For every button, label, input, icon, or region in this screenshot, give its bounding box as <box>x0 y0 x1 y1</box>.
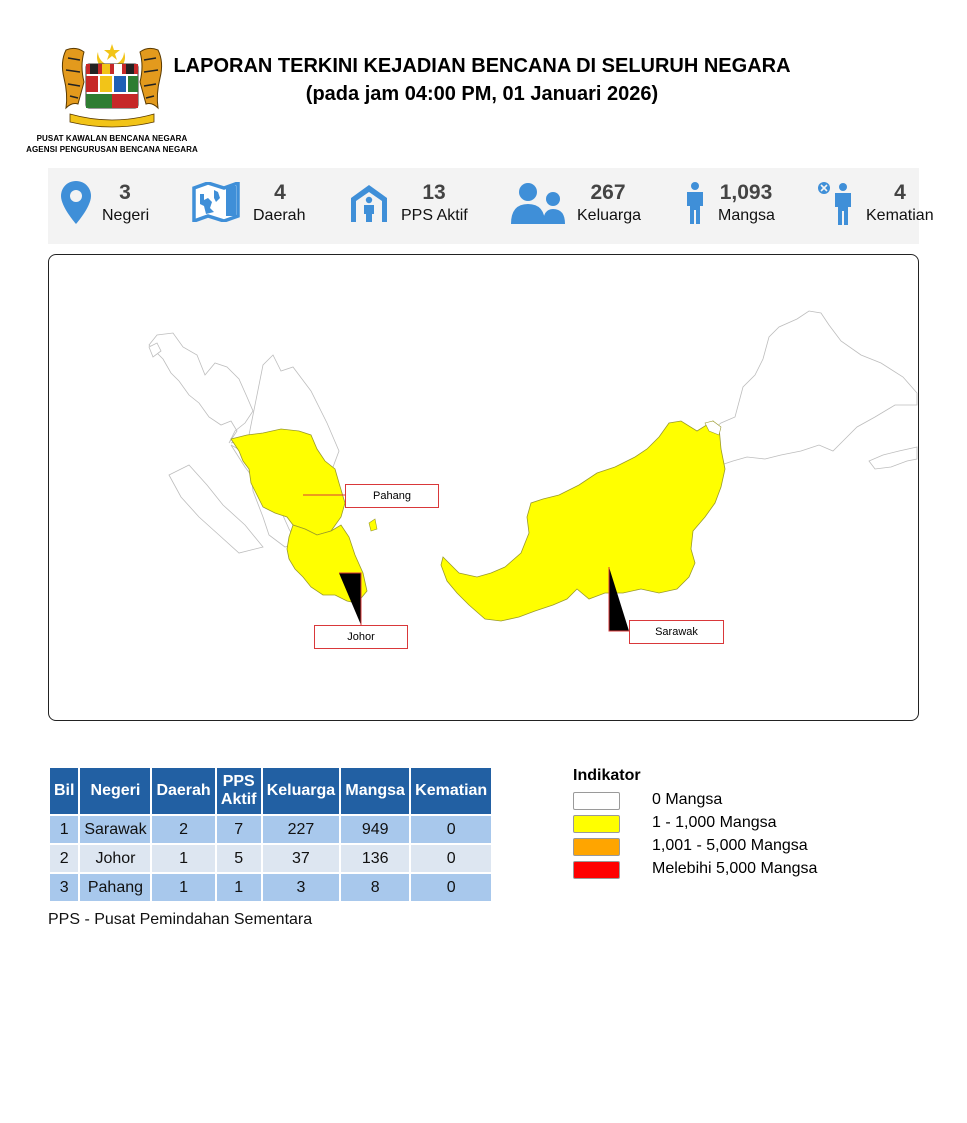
column-header-pps-aktif: PPS Aktif <box>217 768 261 814</box>
legend-swatch <box>573 861 620 879</box>
cell-pps-aktif: 1 <box>217 874 261 901</box>
cell-bil: 3 <box>50 874 78 901</box>
cell-negeri: Johor <box>80 845 150 872</box>
stat-kematian-value: 4 <box>894 181 906 204</box>
callout-sarawak: Sarawak <box>629 620 724 644</box>
summary-stats-bar <box>48 168 934 244</box>
shelter-icon <box>348 182 390 224</box>
legend-swatch <box>573 792 620 810</box>
legend-label: 1,001 - 5,000 Mangsa <box>652 837 808 854</box>
cell-daerah: 1 <box>152 874 214 901</box>
stat-kematian-label: Kematian <box>866 207 934 224</box>
cell-negeri: Pahang <box>80 874 150 901</box>
callout-johor: Johor <box>314 625 408 649</box>
pps-footnote: PPS - Pusat Pemindahan Sementara <box>48 911 313 928</box>
cell-keluarga: 227 <box>263 816 339 843</box>
legend-title: Indikator <box>573 767 641 784</box>
agency-line-1: PUSAT KAWALAN BENCANA NEGARA <box>36 134 188 143</box>
cell-mangsa: 136 <box>341 845 409 872</box>
family-icon <box>510 182 566 224</box>
disaster-map <box>48 254 919 721</box>
column-header-keluarga: Keluarga <box>263 768 339 814</box>
agency-line-2: AGENSI PENGURUSAN BENCANA NEGARA <box>26 145 198 154</box>
legend-swatch <box>573 838 620 856</box>
table-header-row <box>50 768 491 814</box>
table-row <box>50 874 491 901</box>
cell-negeri: Sarawak <box>80 816 150 843</box>
cell-pps-aktif: 5 <box>217 845 261 872</box>
map-canvas <box>49 255 919 721</box>
stat-negeri-value: 3 <box>119 181 131 204</box>
cell-kematian: 0 <box>411 845 491 872</box>
legend-label: Melebihi 5,000 Mangsa <box>652 860 818 877</box>
cell-bil: 2 <box>50 845 78 872</box>
sabah-outline <box>699 311 917 465</box>
sumatra-outline <box>169 465 263 553</box>
legend-label: 0 Mangsa <box>652 791 723 808</box>
coat-of-arms-logo <box>58 42 166 128</box>
column-header-kematian: Kematian <box>411 768 491 814</box>
cell-bil: 1 <box>50 816 78 843</box>
district-map-icon <box>192 182 240 222</box>
column-header-mangsa: Mangsa <box>341 768 409 814</box>
table-row <box>50 816 491 843</box>
thailand-outline <box>149 333 253 443</box>
stat-mangsa-value: 1,093 <box>719 181 773 204</box>
stat-daerah-value: 4 <box>274 181 286 204</box>
map-state-sarawak <box>441 421 725 621</box>
cell-keluarga: 37 <box>263 845 339 872</box>
legend-swatch <box>573 815 620 833</box>
cell-pps-aktif: 7 <box>217 816 261 843</box>
person-icon <box>684 182 706 224</box>
legend-label: 1 - 1,000 Mangsa <box>652 814 777 831</box>
callout-pahang: Pahang <box>345 484 439 508</box>
cell-kematian: 0 <box>411 874 491 901</box>
stat-keluarga-label: Keluarga <box>577 207 642 224</box>
column-header-bil: Bil <box>50 768 78 814</box>
cell-keluarga: 3 <box>263 874 339 901</box>
stat-keluarga-value: 267 <box>590 181 626 204</box>
map-pin-icon <box>60 180 92 226</box>
report-title: LAPORAN TERKINI KEJADIAN BENCANA DI SELURUH NEGARA <box>173 55 791 77</box>
column-header-daerah: Daerah <box>152 768 214 814</box>
report-subtitle: (pada jam 04:00 PM, 01 Januari 2026) <box>305 83 659 105</box>
sabah-east-outline <box>869 447 917 469</box>
stat-mangsa-label: Mangsa <box>718 207 775 224</box>
map-island-tioman <box>369 519 377 531</box>
column-header-negeri: Negeri <box>80 768 150 814</box>
cell-daerah: 1 <box>152 845 214 872</box>
cell-mangsa: 949 <box>341 816 409 843</box>
table-row <box>50 845 491 872</box>
cell-mangsa: 8 <box>341 874 409 901</box>
stat-pps-aktif-value: 13 <box>422 181 446 204</box>
state-summary-table <box>48 766 493 903</box>
stat-negeri-label: Negeri <box>102 207 150 224</box>
death-person-icon <box>818 181 854 225</box>
cell-kematian: 0 <box>411 816 491 843</box>
stat-daerah-label: Daerah <box>253 207 306 224</box>
cell-daerah: 2 <box>152 816 214 843</box>
stat-pps-aktif-label: PPS Aktif <box>401 207 468 224</box>
